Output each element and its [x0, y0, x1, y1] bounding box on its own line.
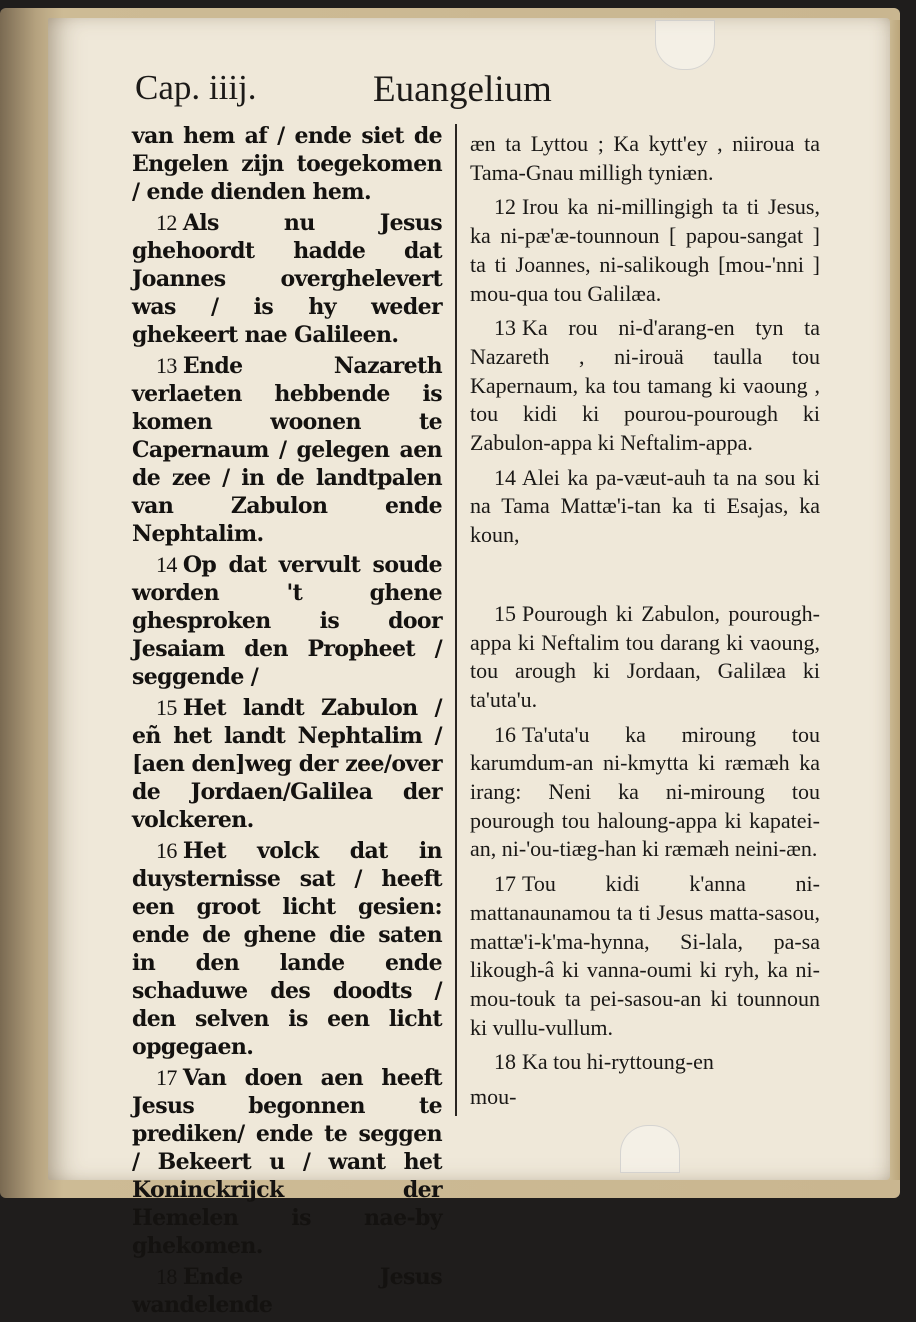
- verse-number: 14: [156, 552, 177, 577]
- verse: [132, 209, 442, 349]
- verse: [132, 837, 442, 1061]
- verse: [132, 551, 442, 691]
- catchword: mou-: [470, 1084, 517, 1110]
- verse-number: 16: [494, 721, 516, 747]
- verse: [132, 352, 442, 548]
- verse-text: Het volck dat in duysternisse sat / heeft een groot licht gesien: ende de ghene die saten in den lande ende schaduwe des doodts / den selven is een licht opgegaen.: [132, 838, 442, 1060]
- formosan-column: [470, 130, 820, 1118]
- verse: [132, 694, 442, 834]
- verse: [470, 464, 820, 550]
- verse-text: æn ta Lyttou ; Ka kytt'ey , niiroua ta Tama-Gnau milligh tyniæn.: [470, 131, 820, 185]
- verse-text: Tou kidi k'anna ni-mattanaunamou ta ti Jesus matta-sasou, mattæ'i-k'ma-hynna, Si-lala, pa-sa likough-â ki vanna-oumi ki ryh, ka ni-mou-touk ta pei-sasou-an ki tounnoun ki vullu-vullum.: [470, 871, 820, 1040]
- verse-text: Ka tou hi-ryttoung-en: [522, 1049, 714, 1075]
- verse-number: 13: [156, 353, 177, 378]
- page-clip-bottom: [620, 1125, 680, 1173]
- verse-text: van hem af / ende siet de Engelen zijn toegekomen / ende dienden hem.: [132, 123, 442, 205]
- verse-number: 17: [494, 871, 516, 897]
- verse-number: 12: [156, 210, 177, 235]
- verse: [470, 600, 820, 715]
- verse: [132, 1263, 442, 1319]
- verse-number: 13: [494, 315, 516, 341]
- verse-gap: [470, 556, 820, 600]
- verse-text: Ende Nazareth verlaeten hebbende is komen woonen te Capernaum / gelegen aen de zee / in de landtpalen van Zabulon ende Nephtalim.: [132, 353, 442, 547]
- verse-number: 15: [494, 600, 516, 626]
- verse: [470, 870, 820, 1042]
- verse-text: Pourough ki Zabulon, pourough-appa ki Neftalim tou darang ki vaoung, tou arough ki Jordaan, Galilæa ki ta'uta'u.: [470, 600, 820, 712]
- verse-text: Ta'uta'u ka miroung tou karumdum-an ni-kmytta ki ræmæh ka irang: Neni ka ni-miroung tou pourough tou haloung-appa ki kapatei-an, ni-'ou-tiæg-han ki ræmæh neini-æn.: [470, 721, 820, 862]
- verse-text: Alei ka pa-væut-auh ta na sou ki na Tama Mattæ'i-tan ka ti Esajas, ka koun,: [470, 464, 820, 548]
- verse: [470, 314, 820, 458]
- verse-number: 15: [156, 695, 177, 720]
- dutch-column: [132, 122, 442, 1322]
- book-title: Euangelium: [373, 69, 552, 110]
- verse-text: Irou ka ni-millingigh ta ti Jesus, ka ni-pæ'æ-tounnoun [ papou-sangat ] ta ti Joannes, ni-salikough [mou-'nni ] mou-qua tou Galilæa.: [470, 194, 820, 306]
- column-rule: [455, 124, 457, 1116]
- verse: [470, 130, 820, 187]
- verse: [132, 122, 442, 206]
- verse-text: Ende Jesus wandelende: [132, 1264, 442, 1318]
- chapter-heading: Cap. iiij.: [135, 68, 257, 107]
- verse-number: 18: [156, 1264, 177, 1289]
- verse-text: Het landt Zabulon / eñ het landt Nephtalim / [aen den]weg der zee/over de Jordaen/Galilea der volckeren.: [132, 695, 442, 833]
- verse-number: 14: [494, 464, 516, 490]
- page-clip-top: [655, 20, 715, 70]
- verse: [470, 1048, 820, 1077]
- verse-number: 16: [156, 838, 177, 863]
- verse: [470, 721, 820, 865]
- verse: [132, 1064, 442, 1260]
- verse: [470, 193, 820, 308]
- verse-text: Ka rou ni-d'arang-en tyn ta Nazareth , ni-irouä taulla tou Kapernaum, ka tou tamang ki vaoung , tou kidi ki pourou-pourough ki Zabulon-appa ki Neftalim-appa.: [470, 315, 820, 456]
- verse-number: 12: [494, 194, 516, 220]
- running-header: [130, 68, 590, 116]
- verse-text: Van doen aen heeft Jesus begonnen te prediken/ ende te seggen / Bekeert u / want het Koninckrijck der Hemelen is nae-by ghekomen.: [132, 1065, 442, 1259]
- verse-text: Als nu Jesus ghehoordt hadde dat Joannes overghelevert was / is hy weder ghekeert nae Galileen.: [132, 210, 442, 348]
- verse-number: 17: [156, 1065, 177, 1090]
- verse-text: Op dat vervult soude worden 't ghene ghesproken is door Jesaiam den Propheet / seggende /: [132, 552, 442, 690]
- verse-number: 18: [494, 1049, 516, 1075]
